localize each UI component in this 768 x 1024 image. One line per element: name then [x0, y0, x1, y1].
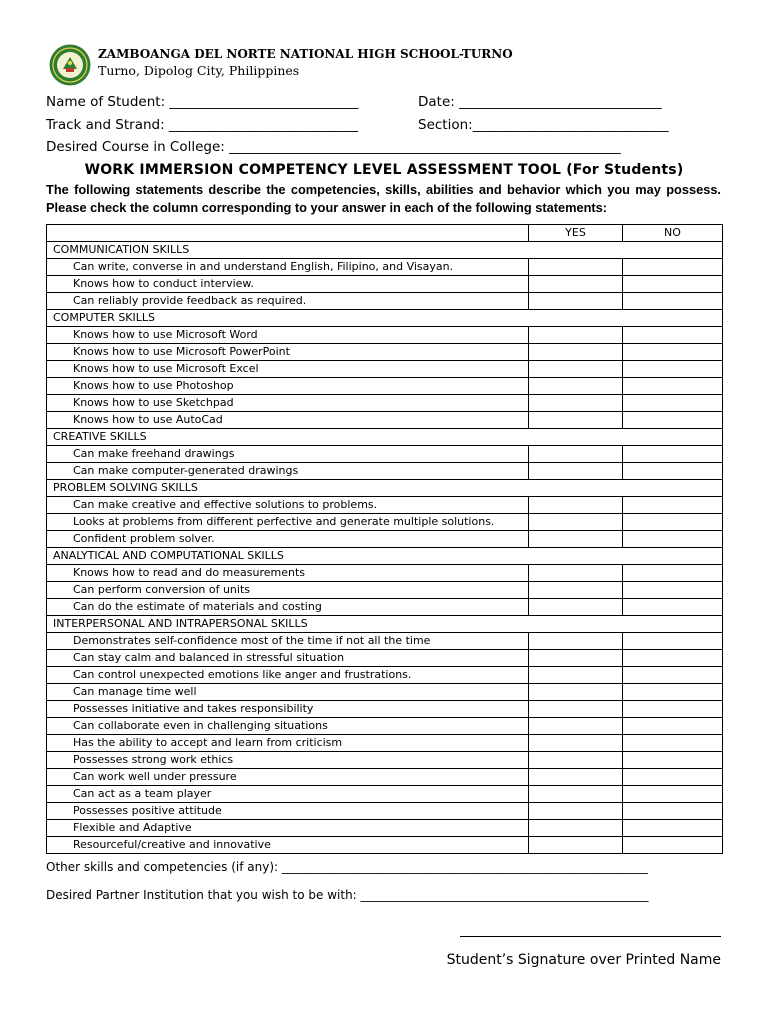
yes-checkbox-cell[interactable] — [529, 378, 623, 395]
date-field[interactable]: Date: ______________________________ — [418, 94, 662, 110]
competency-statement: Possesses initiative and takes responsibility — [47, 701, 529, 718]
competency-statement: Knows how to use Microsoft PowerPoint — [47, 344, 529, 361]
yes-checkbox-cell[interactable] — [529, 497, 623, 514]
track-strand-field[interactable]: Track and Strand: ____________________________ — [46, 117, 358, 133]
yes-checkbox-cell[interactable] — [529, 599, 623, 616]
competency-statement: Can make computer-generated drawings — [47, 463, 529, 480]
no-checkbox-cell[interactable] — [623, 769, 723, 786]
section-header-label: PROBLEM SOLVING SKILLS — [47, 480, 723, 497]
section-header-label: CREATIVE SKILLS — [47, 429, 723, 446]
no-checkbox-cell[interactable] — [623, 378, 723, 395]
column-header-no: NO — [623, 225, 723, 242]
no-checkbox-cell[interactable] — [623, 446, 723, 463]
competency-statement: Knows how to use Sketchpad — [47, 395, 529, 412]
section-header-label: COMMUNICATION SKILLS — [47, 242, 723, 259]
competency-row — [47, 514, 723, 531]
form-title: WORK IMMERSION COMPETENCY LEVEL ASSESSMENT TOOL (For Students) — [84, 162, 684, 178]
competency-statement: Possesses positive attitude — [47, 803, 529, 820]
no-checkbox-cell[interactable] — [623, 803, 723, 820]
no-checkbox-cell[interactable] — [623, 531, 723, 548]
competency-row — [47, 701, 723, 718]
competency-row — [47, 718, 723, 735]
yes-checkbox-cell[interactable] — [529, 259, 623, 276]
no-checkbox-cell[interactable] — [623, 565, 723, 582]
yes-checkbox-cell[interactable] — [529, 752, 623, 769]
yes-checkbox-cell[interactable] — [529, 633, 623, 650]
competency-row — [47, 650, 723, 667]
section-header-row — [47, 548, 723, 565]
yes-checkbox-cell[interactable] — [529, 582, 623, 599]
competency-statement: Can collaborate even in challenging situations — [47, 718, 529, 735]
competency-row — [47, 837, 723, 854]
no-checkbox-cell[interactable] — [623, 276, 723, 293]
no-checkbox-cell[interactable] — [623, 514, 723, 531]
competency-row — [47, 412, 723, 429]
competency-statement: Has the ability to accept and learn from criticism — [47, 735, 529, 752]
competency-statement: Confident problem solver. — [47, 531, 529, 548]
competency-row — [47, 684, 723, 701]
no-checkbox-cell[interactable] — [623, 633, 723, 650]
competency-row — [47, 769, 723, 786]
yes-checkbox-cell[interactable] — [529, 718, 623, 735]
no-checkbox-cell[interactable] — [623, 718, 723, 735]
school-name: ZAMBOANGA DEL NORTE NATIONAL HIGH SCHOOL-TURNO — [98, 47, 513, 61]
yes-checkbox-cell[interactable] — [529, 837, 623, 854]
no-checkbox-cell[interactable] — [623, 752, 723, 769]
competency-row — [47, 752, 723, 769]
competency-statement: Can make freehand drawings — [47, 446, 529, 463]
no-checkbox-cell[interactable] — [623, 684, 723, 701]
school-address: Turno, Dipolog City, Philippines — [98, 63, 300, 78]
school-seal-icon — [49, 44, 91, 86]
yes-checkbox-cell[interactable] — [529, 565, 623, 582]
section-header-row — [47, 242, 723, 259]
no-checkbox-cell[interactable] — [623, 786, 723, 803]
competency-statement: Can act as a team player — [47, 786, 529, 803]
yes-checkbox-cell[interactable] — [529, 786, 623, 803]
yes-checkbox-cell[interactable] — [529, 667, 623, 684]
competency-row — [47, 327, 723, 344]
competency-statement: Can control unexpected emotions like anger and frustrations. — [47, 667, 529, 684]
table-header-blank — [47, 225, 529, 242]
other-skills-field[interactable]: Other skills and competencies (if any): _____________________________________________________________ — [46, 860, 648, 874]
competency-row — [47, 395, 723, 412]
no-checkbox-cell[interactable] — [623, 820, 723, 837]
yes-checkbox-cell[interactable] — [529, 276, 623, 293]
no-checkbox-cell[interactable] — [623, 650, 723, 667]
competency-row — [47, 667, 723, 684]
no-checkbox-cell[interactable] — [623, 463, 723, 480]
yes-checkbox-cell[interactable] — [529, 684, 623, 701]
competency-row — [47, 735, 723, 752]
assessment-table — [46, 224, 723, 854]
competency-statement: Flexible and Adaptive — [47, 820, 529, 837]
section-header-row — [47, 310, 723, 327]
competency-statement: Knows how to use Microsoft Word — [47, 327, 529, 344]
yes-checkbox-cell[interactable] — [529, 327, 623, 344]
no-checkbox-cell[interactable] — [623, 701, 723, 718]
section-header-label: INTERPERSONAL AND INTRAPERSONAL SKILLS — [47, 616, 723, 633]
competency-statement: Knows how to use AutoCad — [47, 412, 529, 429]
yes-checkbox-cell[interactable] — [529, 769, 623, 786]
no-checkbox-cell[interactable] — [623, 837, 723, 854]
table-header-row — [47, 225, 723, 242]
competency-row — [47, 344, 723, 361]
section-field[interactable]: Section:_____________________________ — [418, 117, 669, 133]
no-checkbox-cell[interactable] — [623, 582, 723, 599]
competency-statement: Knows how to read and do measurements — [47, 565, 529, 582]
yes-checkbox-cell[interactable] — [529, 412, 623, 429]
competency-row — [47, 820, 723, 837]
competency-row — [47, 378, 723, 395]
no-checkbox-cell[interactable] — [623, 497, 723, 514]
competency-statement: Looks at problems from different perfective and generate multiple solutions. — [47, 514, 529, 531]
competency-statement: Can do the estimate of materials and costing — [47, 599, 529, 616]
signature-label: Student’s Signature over Printed Name — [446, 952, 721, 968]
competency-statement: Can stay calm and balanced in stressful situation — [47, 650, 529, 667]
yes-checkbox-cell[interactable] — [529, 293, 623, 310]
competency-row — [47, 259, 723, 276]
column-header-yes: YES — [529, 225, 623, 242]
yes-checkbox-cell[interactable] — [529, 735, 623, 752]
competency-row — [47, 582, 723, 599]
yes-checkbox-cell[interactable] — [529, 446, 623, 463]
yes-checkbox-cell[interactable] — [529, 361, 623, 378]
section-header-row — [47, 480, 723, 497]
competency-row — [47, 293, 723, 310]
no-checkbox-cell[interactable] — [623, 293, 723, 310]
competency-statement: Can reliably provide feedback as required. — [47, 293, 529, 310]
yes-checkbox-cell[interactable] — [529, 650, 623, 667]
no-checkbox-cell[interactable] — [623, 735, 723, 752]
competency-row — [47, 497, 723, 514]
competency-row — [47, 463, 723, 480]
yes-checkbox-cell[interactable] — [529, 803, 623, 820]
no-checkbox-cell[interactable] — [623, 344, 723, 361]
form-instructions: The following statements describe the competencies, skills, abilities and behavior which you may possess. Please check the column corresponding to your answer in each of the following statements: — [46, 182, 721, 215]
competency-statement: Demonstrates self-confidence most of the time if not all the time — [47, 633, 529, 650]
no-checkbox-cell[interactable] — [623, 599, 723, 616]
yes-checkbox-cell[interactable] — [529, 395, 623, 412]
section-header-label: ANALYTICAL AND COMPUTATIONAL SKILLS — [47, 548, 723, 565]
no-checkbox-cell[interactable] — [623, 395, 723, 412]
section-header-row — [47, 429, 723, 446]
no-checkbox-cell[interactable] — [623, 327, 723, 344]
competency-statement: Can make creative and effective solutions to problems. — [47, 497, 529, 514]
competency-row — [47, 276, 723, 293]
competency-statement: Possesses strong work ethics — [47, 752, 529, 769]
student-name-field[interactable]: Name of Student: ____________________________ — [46, 94, 359, 110]
competency-statement: Can work well under pressure — [47, 769, 529, 786]
no-checkbox-cell[interactable] — [623, 667, 723, 684]
no-checkbox-cell[interactable] — [623, 412, 723, 429]
competency-statement: Knows how to conduct interview. — [47, 276, 529, 293]
competency-row — [47, 599, 723, 616]
competency-row — [47, 565, 723, 582]
yes-checkbox-cell[interactable] — [529, 514, 623, 531]
competency-row — [47, 803, 723, 820]
competency-row — [47, 446, 723, 463]
competency-statement: Can manage time well — [47, 684, 529, 701]
yes-checkbox-cell[interactable] — [529, 820, 623, 837]
section-header-label: COMPUTER SKILLS — [47, 310, 723, 327]
no-checkbox-cell[interactable] — [623, 259, 723, 276]
yes-checkbox-cell[interactable] — [529, 463, 623, 480]
competency-statement: Knows how to use Microsoft Excel — [47, 361, 529, 378]
yes-checkbox-cell[interactable] — [529, 701, 623, 718]
desired-course-field[interactable]: Desired Course in College: __________________________________________________________ — [46, 139, 621, 155]
competency-statement: Knows how to use Photoshop — [47, 378, 529, 395]
section-header-row — [47, 616, 723, 633]
competency-statement: Can write, converse in and understand English, Filipino, and Visayan. — [47, 259, 529, 276]
competency-row — [47, 633, 723, 650]
signature-line[interactable] — [460, 936, 721, 937]
competency-statement: Resourceful/creative and innovative — [47, 837, 529, 854]
yes-checkbox-cell[interactable] — [529, 344, 623, 361]
no-checkbox-cell[interactable] — [623, 361, 723, 378]
competency-row — [47, 531, 723, 548]
competency-row — [47, 786, 723, 803]
competency-statement: Can perform conversion of units — [47, 582, 529, 599]
partner-institution-field[interactable]: Desired Partner Institution that you wish to be with: ________________________________________________ — [46, 888, 649, 902]
competency-row — [47, 361, 723, 378]
yes-checkbox-cell[interactable] — [529, 531, 623, 548]
